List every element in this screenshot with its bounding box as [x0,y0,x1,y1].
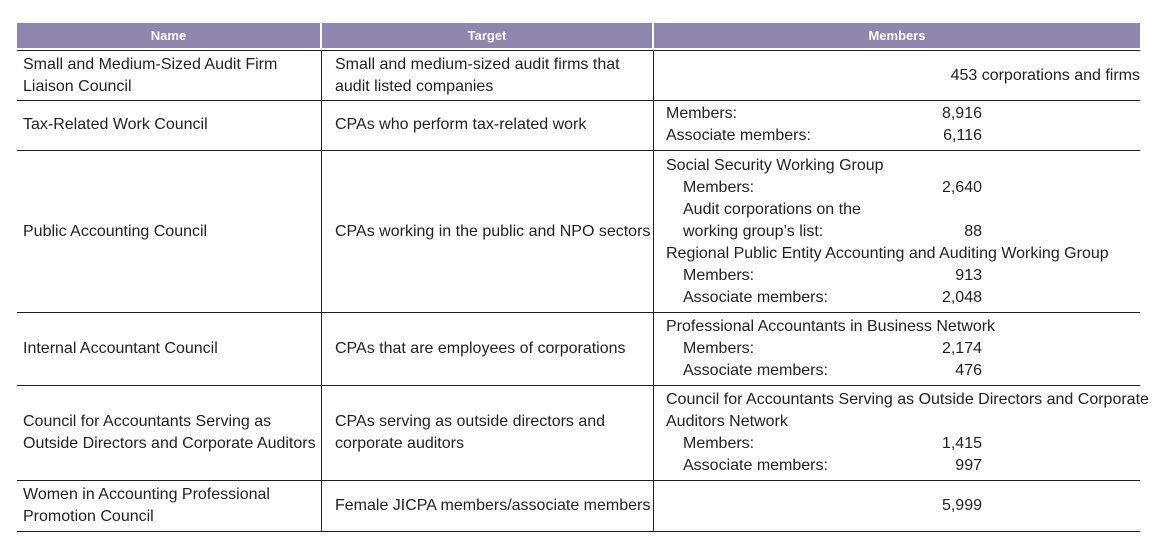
council-name: Public Accounting Council [23,222,208,240]
council-name: Women in Accounting Professional Promotion Council [23,486,270,525]
table-row [17,313,1140,386]
header-name: Name [17,23,320,48]
council-members: Professional Accountants in Business Network Members: 2,174 Associate members: 476 [666,318,996,379]
council-target: Female JICPA members/associate members [335,497,651,514]
header-target: Target [322,23,652,48]
members-total: 5,999 [941,497,982,514]
council-name: Small and Medium-Sized Audit Firm Liaison Council [23,55,278,95]
council-members: Members: 8,916 Associate members: 6,116 [666,105,982,144]
table-row [17,50,1140,101]
table-row [17,481,1140,532]
council-members: Social Security Working Group Members: 2,640 Audit corporations on the working group’s list: 88 Regional Public Entity Accounting and Auditing Working Group Members: 913 Associate members: 2,048 [666,156,1109,306]
table-row [17,151,1140,313]
council-name: Tax-Related Work Council [23,116,208,133]
council-target: CPAs working in the public and NPO sectors [335,222,651,240]
council-name: Internal Accountant Council [23,340,218,357]
council-members [666,51,1140,100]
council-members [666,481,1140,531]
table-row [17,100,1140,151]
council-target: CPAs that are employees of corporations [335,340,626,357]
table-row [17,386,1149,481]
header-members: Members [654,23,1140,48]
council-name: Council for Accountants Serving as Outside Directors and Corporate Auditors [23,413,316,452]
council-target: CPAs who perform tax-related work [335,116,587,133]
council-members: Council for Accountants Serving as Outside Directors and Corporate Auditors Network Members: 1,415 Associate members: 997 [666,391,1149,474]
council-target: CPAs serving as outside directors and corporate auditors [335,413,606,452]
council-target: Small and medium-sized audit firms that audit listed companies [335,55,620,95]
members-total: 453 corporations and firms [950,66,1140,84]
